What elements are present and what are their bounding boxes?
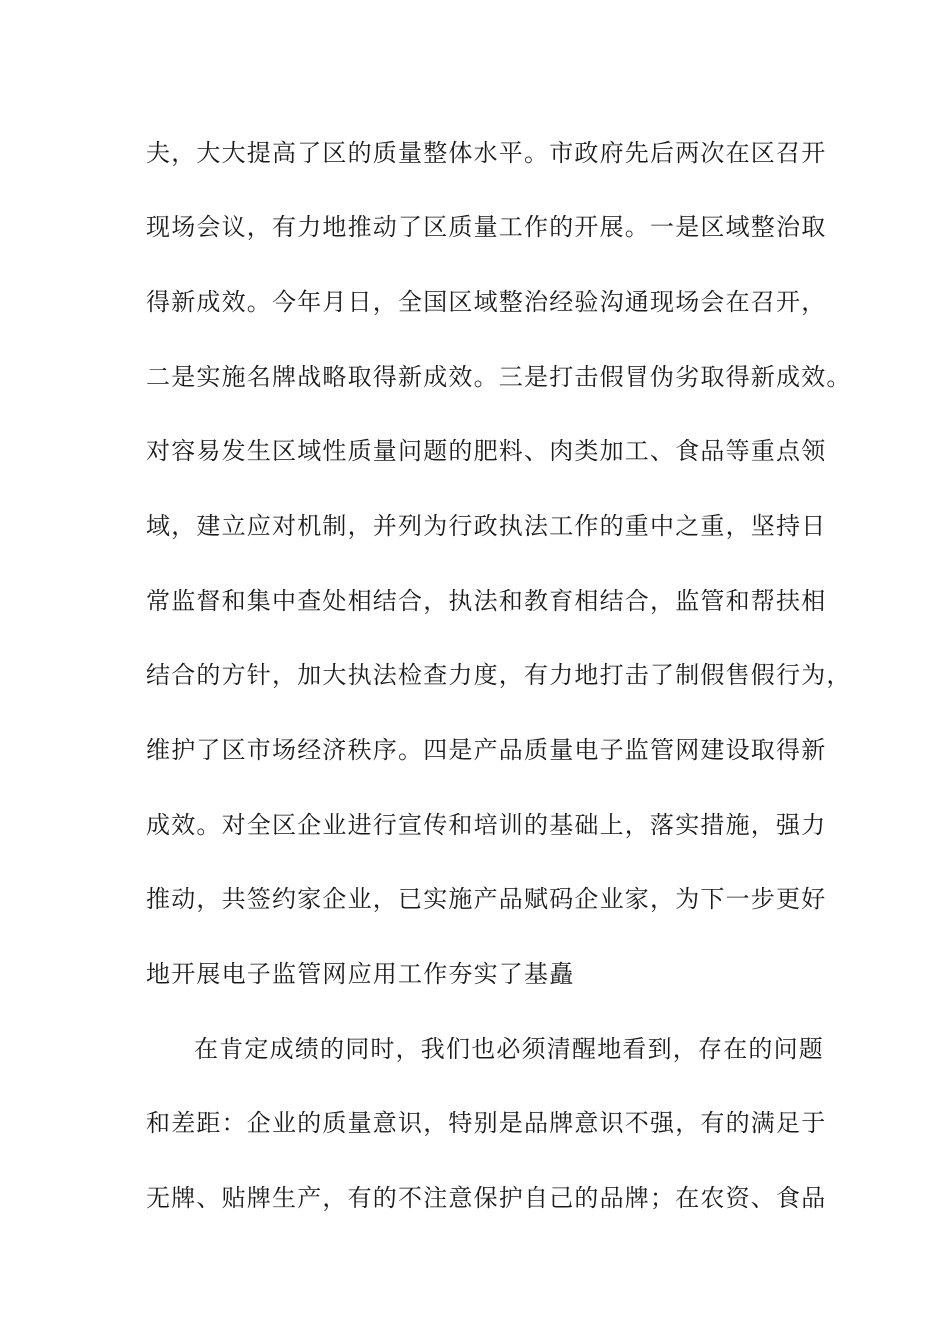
text-line-15: 无牌、贴牌生产，有的不注意保护自己的品牌；在农资、食品	[146, 1184, 827, 1212]
text-line-14: 和差距：企业的质量意识，特别是品牌意识不强，有的满足于	[146, 1109, 827, 1137]
text-line-11: 推动，共签约家企业，已实施产品赋码企业家，为下一步更好	[146, 885, 827, 913]
text-line-2: 现场会议，有力地推动了区质量工作的开展。一是区域整治取	[146, 213, 827, 241]
text-line-5: 对容易发生区域性质量问题的肥料、肉类加工、食品等重点领	[146, 437, 827, 465]
text-line-13: 在肯定成绩的同时，我们也必须清醒地看到，存在的问题	[194, 1035, 824, 1063]
text-line-12: 地开展电子监管网应用工作夯实了基矗	[146, 960, 575, 988]
text-line-4: 二是实施名牌战略取得新成效。三是打击假冒伪劣取得新成效。	[146, 363, 852, 391]
text-line-10: 成效。对全区企业进行宣传和培训的基础上，落实措施，强力	[146, 811, 827, 839]
text-line-9: 维护了区市场经济秩序。四是产品质量电子监管网建设取得新	[146, 736, 827, 764]
text-line-1: 夫，大大提高了区的质量整体水平。市政府先后两次在区召开	[146, 139, 827, 167]
text-line-3: 得新成效。今年月日，全国区域整治经验沟通现场会在召开，	[146, 288, 827, 316]
text-line-6: 域，建立应对机制，并列为行政执法工作的重中之重，坚持日	[146, 512, 827, 540]
text-line-8: 结合的方针，加大执法检查力度，有力地打击了制假售假行为，	[146, 661, 852, 689]
text-line-7: 常监督和集中查处相结合，执法和教育相结合，监管和帮扶相	[146, 587, 827, 615]
